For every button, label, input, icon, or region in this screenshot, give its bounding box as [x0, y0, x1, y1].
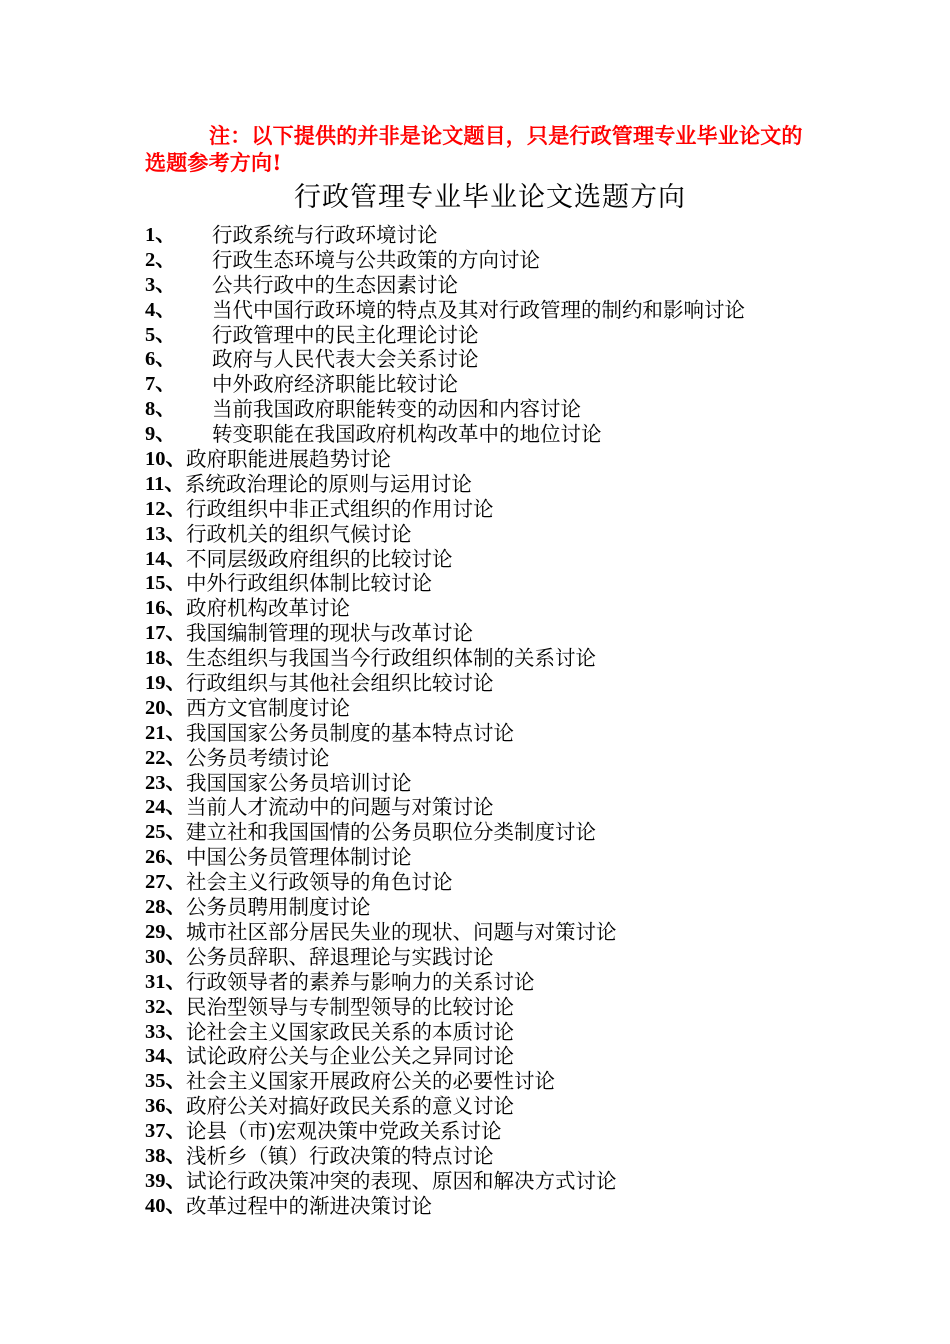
item-text: 行政系统与行政环境讨论 [212, 223, 438, 247]
item-text: 西方文官制度讨论 [186, 695, 350, 720]
item-text: 社会主义行政领导的角色讨论 [186, 870, 453, 895]
item-number: 12、 [145, 497, 186, 520]
item-text: 论县（市)宏观决策中党政关系讨论 [186, 1119, 502, 1144]
item-number: 38、 [145, 1144, 186, 1167]
item-text: 当前人才流动中的问题与对策讨论 [186, 795, 494, 820]
list-item [145, 995, 845, 1020]
item-text: 浅析乡（镇）行政决策的特点讨论 [186, 1143, 494, 1168]
item-text: 政府机构改革讨论 [186, 596, 350, 621]
item-text: 行政机关的组织气候讨论 [186, 521, 412, 546]
item-number: 24、 [145, 796, 186, 819]
item-number: 1、 [145, 224, 176, 246]
list-item [145, 696, 845, 721]
item-number: 27、 [145, 871, 186, 894]
item-number: 16、 [145, 597, 186, 620]
list-item [145, 298, 845, 323]
item-number: 13、 [145, 522, 186, 545]
list-item [145, 596, 845, 621]
item-number: 8、 [145, 398, 176, 421]
item-number: 18、 [145, 647, 186, 670]
item-text: 公务员考绩讨论 [186, 745, 330, 770]
item-number: 37、 [145, 1120, 186, 1143]
list-item [145, 646, 845, 671]
item-text: 行政管理中的民主化理论讨论 [212, 322, 479, 347]
list-item [145, 273, 845, 298]
item-text: 不同层级政府组织的比较讨论 [186, 546, 453, 571]
item-text: 系统政治理论的原则与运用讨论 [184, 471, 472, 496]
item-text: 行政组织中非正式组织的作用讨论 [186, 496, 494, 521]
list-item [145, 223, 845, 248]
item-text: 城市社区部分居民失业的现状、问题与对策讨论 [186, 919, 617, 944]
red-note: 注：以下提供的并非是论文题目，只是行政管理专业毕业论文的选题参考方向! [145, 123, 803, 175]
item-text: 转变职能在我国政府机构改革中的地位讨论 [212, 422, 602, 447]
item-text: 行政生态环境与公共政策的方向讨论 [212, 247, 540, 272]
list-item [145, 472, 845, 497]
item-text: 论社会主义国家政民关系的本质讨论 [186, 1019, 514, 1044]
item-number: 26、 [145, 846, 186, 869]
item-text: 政府公关对搞好政民关系的意义讨论 [186, 1094, 514, 1119]
item-number: 25、 [145, 821, 186, 844]
item-number: 6、 [145, 348, 176, 371]
item-text: 我国国家公务员培训讨论 [186, 770, 412, 795]
item-text: 试论政府公关与企业公关之异同讨论 [186, 1044, 514, 1069]
item-text: 行政组织与其他社会组织比较讨论 [186, 671, 494, 696]
item-number: 36、 [145, 1095, 186, 1118]
list-item [145, 248, 845, 273]
item-text: 建立社和我国国情的公务员职位分类制度讨论 [186, 820, 596, 845]
list-item [145, 621, 845, 646]
item-number: 7、 [145, 373, 176, 396]
item-number: 29、 [145, 920, 186, 943]
item-number: 9、 [145, 423, 176, 446]
item-text: 公共行政中的生态因素讨论 [212, 272, 458, 297]
list-item [145, 497, 845, 522]
item-text: 政府职能进展趋势讨论 [186, 447, 391, 472]
item-text: 中国公务员管理体制讨论 [186, 845, 412, 870]
list-item [145, 571, 845, 596]
list-item [145, 1144, 845, 1169]
item-number: 33、 [145, 1020, 186, 1043]
item-text: 我国编制管理的现状与改革讨论 [186, 621, 473, 646]
page-title: 行政管理专业毕业论文选题方向 [294, 182, 686, 213]
list-item [145, 1194, 845, 1219]
item-text: 试论行政决策冲突的表现、原因和解决方式讨论 [186, 1168, 617, 1193]
item-text: 当代中国行政环境的特点及其对行政管理的制约和影响讨论 [212, 297, 745, 322]
list-item [145, 820, 845, 845]
item-number: 34、 [145, 1045, 186, 1068]
item-text: 公务员聘用制度讨论 [186, 895, 371, 920]
item-text: 中外政府经济职能比较讨论 [212, 372, 458, 397]
item-number: 30、 [145, 945, 186, 968]
list-item [145, 920, 845, 945]
list-item [145, 323, 845, 348]
item-number: 2、 [145, 248, 176, 271]
list-item [145, 845, 845, 870]
list-item [145, 422, 845, 447]
item-number: 15、 [145, 572, 186, 595]
item-number: 40、 [145, 1194, 186, 1217]
list-item [145, 397, 845, 422]
list-item [145, 870, 845, 895]
item-number: 20、 [145, 696, 186, 719]
item-number: 4、 [145, 298, 176, 321]
list-item [145, 1020, 845, 1045]
list-item [145, 372, 845, 397]
list-item [145, 795, 845, 820]
item-number: 21、 [145, 721, 186, 744]
item-number: 5、 [145, 323, 176, 346]
item-text: 中外行政组织体制比较讨论 [186, 571, 432, 596]
item-number: 35、 [145, 1070, 186, 1093]
item-text: 当前我国政府职能转变的动因和内容讨论 [212, 397, 581, 422]
list-item [145, 671, 845, 696]
list-item [145, 1094, 845, 1119]
item-text: 我国国家公务员制度的基本特点讨论 [186, 720, 514, 745]
list-item [145, 1169, 845, 1194]
item-number: 31、 [145, 970, 186, 993]
item-number: 23、 [145, 771, 186, 794]
list-item [145, 746, 845, 771]
item-text: 行政领导者的素养与影响力的关系讨论 [186, 969, 535, 994]
list-item [145, 721, 845, 746]
item-number: 3、 [145, 273, 176, 296]
list-item [145, 1119, 845, 1144]
list-item [145, 895, 845, 920]
list-item [145, 522, 845, 547]
list-item [145, 447, 845, 472]
item-text: 民治型领导与专制型领导的比较讨论 [186, 994, 514, 1019]
list-item [145, 1069, 845, 1094]
list-item [145, 547, 845, 572]
item-text: 改革过程中的渐进决策讨论 [186, 1193, 432, 1218]
item-text: 社会主义国家开展政府公关的必要性讨论 [186, 1069, 555, 1094]
list-item [145, 771, 845, 796]
item-number: 17、 [145, 622, 186, 645]
list-item [145, 970, 845, 995]
item-number: 32、 [145, 995, 186, 1018]
list-item [145, 347, 845, 372]
item-number: 39、 [145, 1169, 186, 1192]
item-number: 11、 [145, 472, 185, 495]
item-text: 生态组织与我国当今行政组织体制的关系讨论 [186, 646, 596, 671]
item-number: 28、 [145, 896, 186, 919]
item-number: 10、 [145, 448, 186, 471]
list-item [145, 1044, 845, 1069]
item-text: 政府与人民代表大会关系讨论 [212, 347, 479, 372]
item-text: 公务员辞职、辞退理论与实践讨论 [186, 944, 494, 969]
item-number: 22、 [145, 746, 186, 769]
topic-list [145, 223, 845, 1219]
item-number: 14、 [145, 547, 186, 570]
list-item [145, 945, 845, 970]
item-number: 19、 [145, 672, 186, 695]
